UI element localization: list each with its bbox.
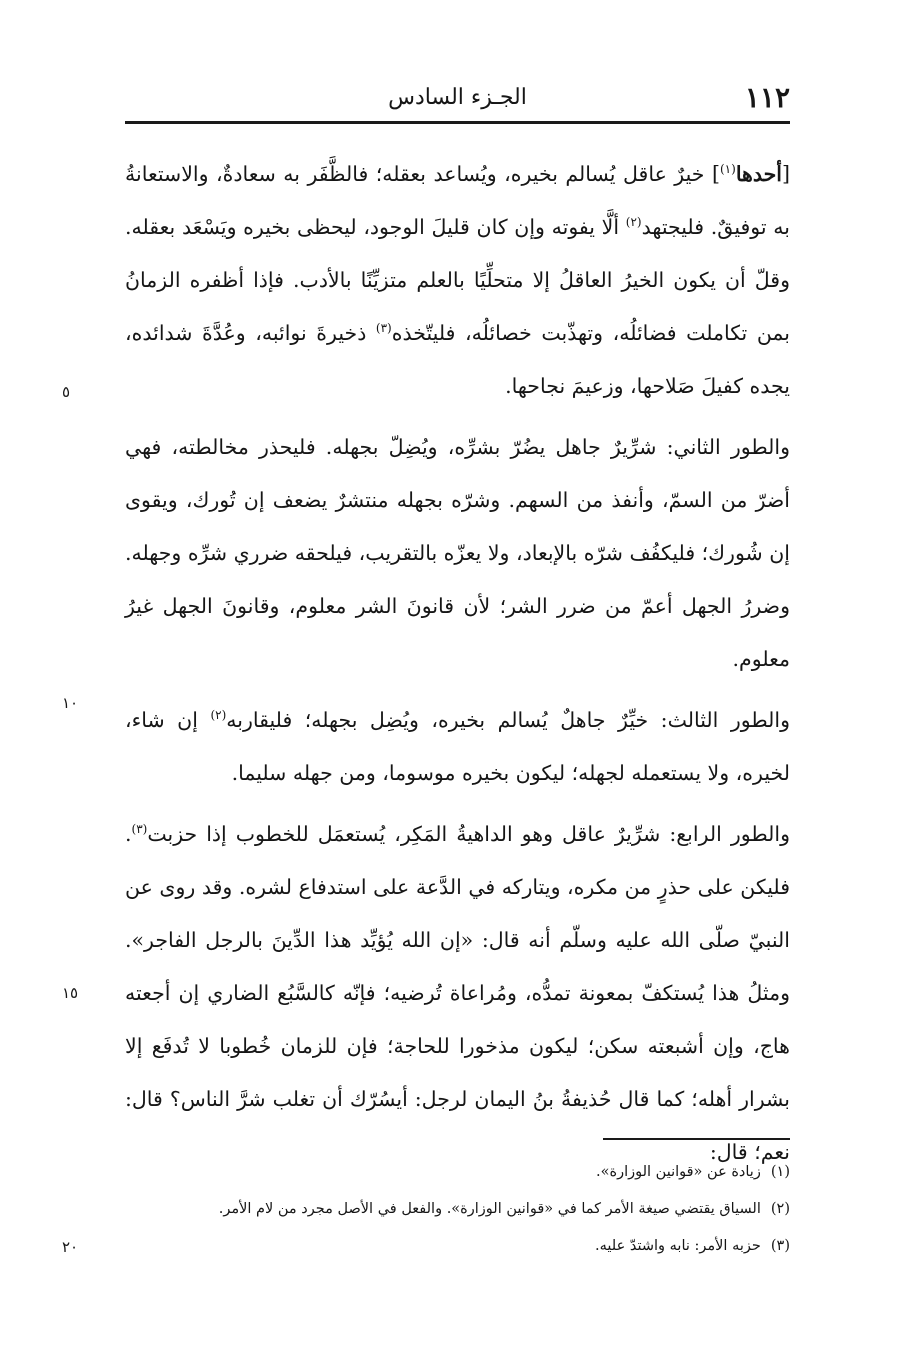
footnote [125,1154,790,1191]
running-title: الجـزء السادس [388,85,527,110]
footnotes [125,1154,790,1265]
page-header [125,78,790,118]
footnote [125,1228,790,1265]
paragraph-text: والطور الثالث: خيِّرٌ جاهلٌ يُسالم بخيره، ويُضِل بجهله؛ فليقاربه [226,708,790,732]
close-bracket: ] [711,162,720,186]
paragraph-second-type [125,421,790,686]
paragraph-text: إن شاء، لخيره، ولا يستعمله لجهله؛ ليكون بخيره موسوما، ومن جهله سليما. [125,708,790,785]
footnote-text: زيادة عن «قوانين الوزارة». [596,1164,761,1180]
footnote-number: (٢) [770,1201,790,1217]
footnote-ref: (٢) [625,215,642,230]
paragraph-third-type [125,694,790,800]
line-number: ١٠ [62,694,79,712]
footnote-number: (١) [770,1164,790,1180]
footnote [125,1191,790,1228]
paragraph-text: ألَّا يفوته وإن كان قليلَ الوجود، ليحظى بخيره ويَسْعَد بعقله. وقلّ أن يكون الخيرُ العاقلُ إلا متحلِّيًا بالعلم متزيِّنًا بالأدب. فإذا أظفره الزمانُ بمن تكاملت فضائلُه، وتهذّبت خصائلُه، فليتّخذه [125,215,790,345]
paragraph-text: خيرٌ عاقل يُسالم بخيره، ويُساعد بعقله؛ فالظَّفَر به سعادةٌ، والاستعانةُ به توفيقٌ. فليجتهد [125,162,790,239]
page-number: ١١٢ [744,81,790,114]
paragraph-first-type [125,148,790,413]
line-number: ٢٠ [62,1238,79,1256]
footnote-ref: (٣) [375,321,392,336]
footnote-rule [603,1138,790,1140]
footnote-ref: (١) [719,162,736,177]
main-text [125,148,790,1179]
paragraph-text: ذخيرةَ نوائبه، وعُدَّةَ شدائده، يجده كفيلَ صَلاحها، وزعيمَ نجاحها. [125,321,790,398]
footnote-number: (٣) [770,1238,790,1254]
paragraph-fourth-type [125,808,790,1179]
open-bracket: [ [782,162,790,186]
paragraph-text: والطور الرابع: شرِّيرٌ عاقل وهو الداهيةُ المَكِر، يُستعمَل للخطوب إذا حزبت [147,822,790,846]
footnote-text: حزبه الأمر: نابه واشتدّ عليه. [595,1238,761,1254]
header-rule [125,121,790,124]
inserted-word: أحدها [735,162,782,186]
paragraph-text: والطور الثاني: شرِّيرٌ جاهل يضُرّ بشرِّه، ويُضِلّ بجهله. فليحذر مخالطته، فهي أضرّ من السمّ، وأنفذ من السهم. وشرّه بجهله منتشرٌ يضعف إن تُورك، ويقوى إن شُورك؛ فليكفُف شرّه بالإبعاد، ولا يعزّه بالتقريب، فيلحقه ضرري شرِّه وجهله. وضررُ الجهل أعمّ من ضرر الشر؛ لأن قانونَ الشر معلوم، وقانونَ الجهل غيرُ معلوم. [125,435,790,671]
footnote-ref: (٣) [131,822,148,837]
footnote-text: السياق يقتضي صيغة الأمر كما في «قوانين الوزارة». والفعل في الأصل مجرد من لام الأمر. [218,1201,761,1217]
paragraph-text: . فليكن على حذرٍ من مكره، ويتاركه في الدَّعة على استدفاع لشره. وقد روى عن النبيّ صلّى الله عليه وسلّم أنه قال: «إن الله يُؤيِّد هذا الدِّينَ بالرجل الفاجر». ومثلُ هذا يُستكفّ بمعونة تمدُّه، ومُراعاة تُرضيه؛ فإنّه كالسَّبُع الضاري إن أجعته هاج، وإن أشبعته سكن؛ ليكون مذخورا للحاجة؛ فإن للزمان خُطوبا لا تُدفَع إلا بشرار أهله؛ كما قال حُذيفةُ بنُ اليمان لرجل: أيسُرّك أن تغلب شرَّ الناس؟ قال: نعم؛ قال: [125,822,790,1164]
footnote-ref: (٢) [210,708,227,723]
line-number: ٥ [62,383,71,401]
line-number: ١٥ [62,984,79,1002]
